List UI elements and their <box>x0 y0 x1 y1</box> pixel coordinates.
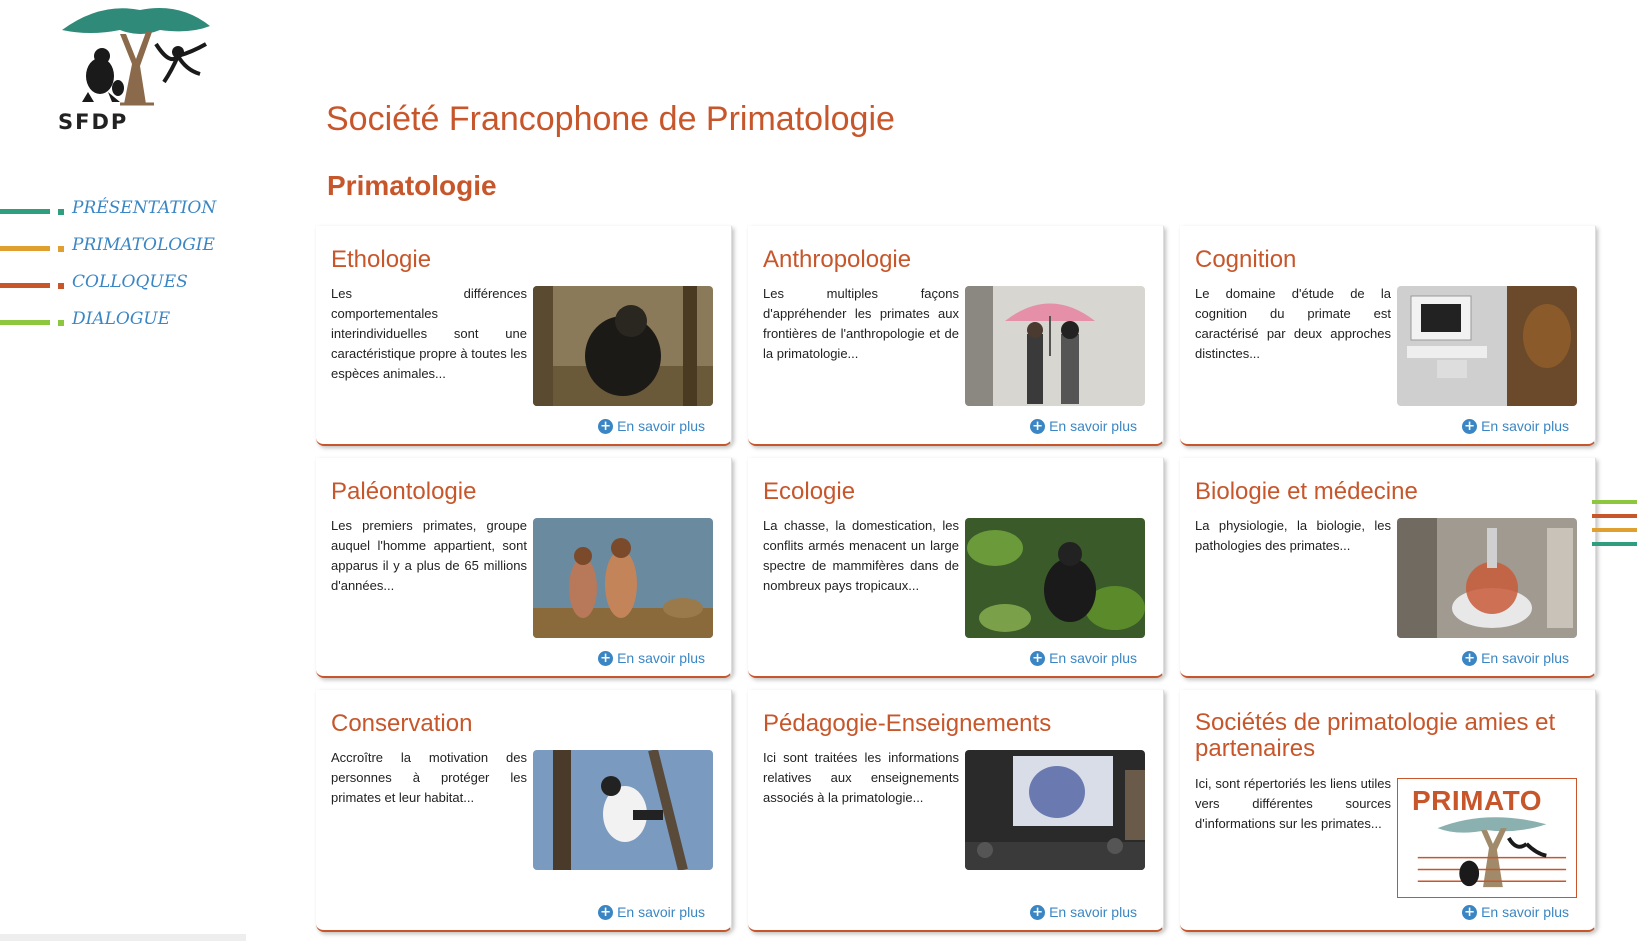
card-image-conference[interactable] <box>965 750 1145 870</box>
card-image-chimpanzee[interactable] <box>533 286 713 406</box>
deco-line-teal <box>1592 542 1637 546</box>
plus-circle-icon: + <box>1030 651 1045 666</box>
more-link[interactable] <box>1462 418 1569 434</box>
plus-circle-icon: + <box>598 905 613 920</box>
card-image-lab-flask[interactable] <box>1397 518 1577 638</box>
plus-circle-icon: + <box>1030 905 1045 920</box>
card-text: La chasse, la domestication, les conflits armés menacent un large spectre de mammifères dans de nombreux pays tropicaux... <box>763 518 959 593</box>
plus-circle-icon: + <box>1030 419 1045 434</box>
card-text: La physiologie, la biologie, les pathologies des primates... <box>1195 518 1391 553</box>
card-conservation[interactable] <box>316 690 732 932</box>
more-label[interactable]: En savoir plus <box>1049 904 1137 920</box>
horizontal-scrollbar[interactable] <box>0 934 246 941</box>
more-link[interactable] <box>598 650 705 666</box>
nav-label[interactable]: PRIMATOLOGIE <box>72 235 215 255</box>
deco-line-red <box>1592 514 1637 518</box>
card-title[interactable]: Pédagogie-Enseignements <box>763 710 1052 737</box>
card-anthropologie[interactable] <box>748 226 1164 446</box>
site-title: Société Francophone de Primatologie <box>326 100 895 138</box>
nav-item-presentation[interactable] <box>0 192 260 229</box>
primato-logo-text: PRIMATO <box>1412 785 1543 816</box>
deco-line-orange <box>1592 528 1637 532</box>
plus-circle-icon: + <box>1462 905 1477 920</box>
nav-color-line <box>0 283 50 288</box>
nav-color-line <box>0 320 50 325</box>
more-link[interactable] <box>1462 650 1569 666</box>
plus-circle-icon: + <box>1462 651 1477 666</box>
nav-label[interactable]: DIALOGUE <box>72 309 171 329</box>
card-image-primato-logo[interactable] <box>1397 778 1577 898</box>
card-title[interactable]: Paléontologie <box>331 478 477 505</box>
card-image-sifaka[interactable] <box>533 750 713 870</box>
more-link[interactable] <box>1462 904 1569 920</box>
card-text: Ici sont traitées les informations relatives aux enseignements associés à la primatologie... <box>763 750 959 805</box>
nav-label[interactable]: COLLOQUES <box>72 272 188 292</box>
tree-primates-icon <box>60 4 220 114</box>
card-text: Les multiples façons d'appréhender les primates aux frontières de l'anthropologie et de la primatologie... <box>763 286 959 361</box>
more-link[interactable] <box>1030 650 1137 666</box>
more-label[interactable]: En savoir plus <box>1481 904 1569 920</box>
card-title[interactable]: Biologie et médecine <box>1195 478 1418 505</box>
card-societes-partenaires[interactable] <box>1180 690 1596 932</box>
nav-bullet <box>58 209 64 215</box>
card-paleontologie[interactable] <box>316 458 732 678</box>
more-label[interactable]: En savoir plus <box>617 418 705 434</box>
logo-text: SFDP <box>58 110 129 134</box>
section-title: Primatologie <box>327 170 497 201</box>
plus-circle-icon: + <box>1462 419 1477 434</box>
more-link[interactable] <box>1030 904 1137 920</box>
more-link[interactable] <box>598 418 705 434</box>
card-text: Les différences comportementales interindividuelles sont une caractéristique propre à toutes les espèces animales... <box>331 286 527 381</box>
nav-color-line <box>0 209 50 214</box>
more-label[interactable]: En savoir plus <box>1049 418 1137 434</box>
nav-item-primatologie[interactable] <box>0 229 260 266</box>
more-link[interactable] <box>598 904 705 920</box>
more-label[interactable]: En savoir plus <box>617 650 705 666</box>
nav-label[interactable]: PRÉSENTATION <box>72 198 217 218</box>
more-link[interactable] <box>1030 418 1137 434</box>
card-text: Accroître la motivation des personnes à protéger les primates et leur habitat... <box>331 750 527 805</box>
nav-bullet <box>58 283 64 289</box>
card-ecologie[interactable] <box>748 458 1164 678</box>
card-title[interactable]: Conservation <box>331 710 473 737</box>
card-text: Le domaine d'étude de la cognition du primate est caractérisé par deux approches distinctes... <box>1195 286 1391 361</box>
card-text: Les premiers primates, groupe auquel l'homme appartient, sont apparus il y a plus de 65 millions d'années... <box>331 518 527 593</box>
main-nav <box>0 192 260 340</box>
nav-bullet <box>58 246 64 252</box>
card-title[interactable]: Sociétés de primatologie amies et partenaires <box>1195 709 1556 762</box>
plus-circle-icon: + <box>598 651 613 666</box>
nav-color-line <box>0 246 50 251</box>
more-label[interactable]: En savoir plus <box>617 904 705 920</box>
card-biologie-medecine[interactable] <box>1180 458 1596 678</box>
plus-circle-icon: + <box>598 419 613 434</box>
card-image-umbrella-couple[interactable] <box>965 286 1145 406</box>
nav-item-dialogue[interactable] <box>0 303 260 340</box>
nav-item-colloques[interactable] <box>0 266 260 303</box>
more-label[interactable]: En savoir plus <box>1481 650 1569 666</box>
card-image-monkey-computer[interactable] <box>1397 286 1577 406</box>
card-pedagogie[interactable] <box>748 690 1164 932</box>
card-ethologie[interactable] <box>316 226 732 446</box>
card-title[interactable]: Ethologie <box>331 246 432 273</box>
more-label[interactable]: En savoir plus <box>1481 418 1569 434</box>
more-label[interactable]: En savoir plus <box>1049 650 1137 666</box>
card-cognition[interactable] <box>1180 226 1596 446</box>
card-title[interactable]: Ecologie <box>763 478 856 505</box>
card-image-museum-hominids[interactable] <box>533 518 713 638</box>
card-title[interactable]: Anthropologie <box>763 246 912 273</box>
deco-line-green <box>1592 500 1637 504</box>
card-title[interactable]: Cognition <box>1195 246 1297 273</box>
card-image-gorilla-leaves[interactable] <box>965 518 1145 638</box>
card-text: Ici, sont répertoriés les liens utiles vers différentes sources d'informations sur les primates... <box>1195 776 1391 831</box>
nav-bullet <box>58 320 64 326</box>
